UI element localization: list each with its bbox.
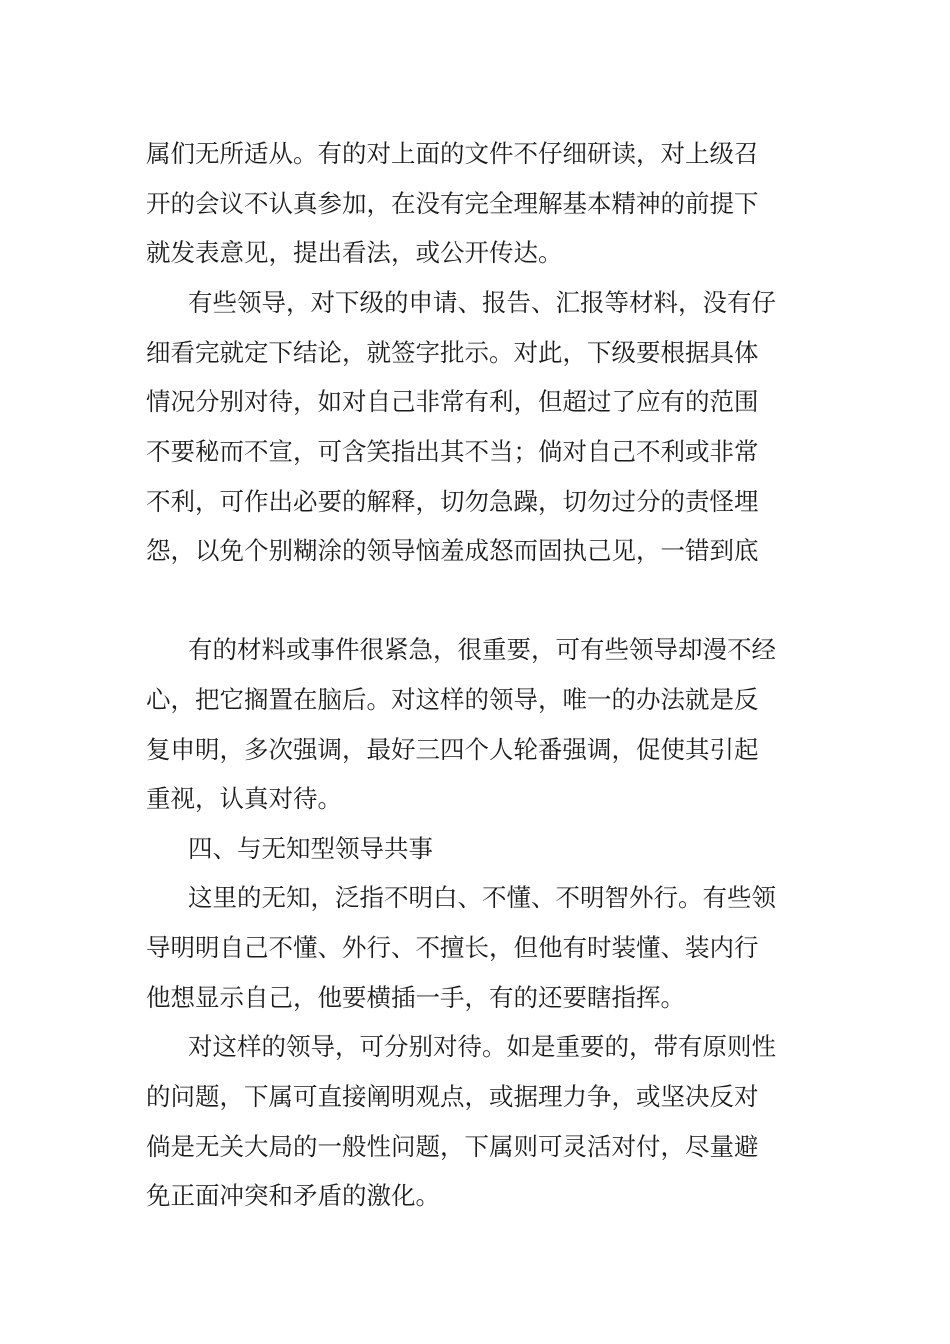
paragraph-line: 属们无所适从。有的对上面的文件不仔细研读，对上级召 (146, 139, 759, 168)
paragraph-line: 有些领导，对下级的申请、报告、汇报等材料，没有仔 (188, 288, 776, 317)
paragraph-line: 有的材料或事件很紧急，很重要，可有些领导却漫不经 (188, 635, 776, 664)
paragraph-line: 怨，以免个别糊涂的领导恼羞成怒而固执己见，一错到底 (146, 536, 759, 565)
paragraph-line: 对这样的领导，可分别对待。如是重要的，带有原则性 (188, 1032, 776, 1061)
paragraph-line: 不利，可作出必要的解释，切勿急躁，切勿过分的责怪埋 (146, 487, 759, 516)
paragraph-line: 情况分别对待，如对自己非常有利，但超过了应有的范围 (146, 387, 759, 416)
paragraph-line: 这里的无知，泛指不明白、不懂、不明智外行。有些领 (188, 883, 776, 912)
paragraph-line: 就发表意见，提出看法，或公开传达。 (146, 238, 563, 267)
paragraph-line: 不要秘而不宣，可含笑指出其不当；倘对自己不利或非常 (146, 437, 759, 466)
paragraph-line: 倘是无关大局的一般性问题，下属则可灵活对付，尽量避 (146, 1132, 759, 1161)
paragraph-line: 的问题，下属可直接阐明观点，或据理力争，或坚决反对 (146, 1082, 759, 1111)
paragraph-line: 复申明，多次强调，最好三四个人轮番强调，促使其引起 (146, 735, 759, 764)
section-heading: 四、与无知型领导共事 (188, 834, 433, 863)
paragraph-line: 心，把它搁置在脑后。对这样的领导，唯一的办法就是反 (146, 685, 759, 714)
paragraph-line: 细看完就定下结论，就签字批示。对此，下级要根据具体 (146, 338, 759, 367)
paragraph-line: 他想显示自己，他要横插一手，有的还要瞎指挥。 (146, 983, 685, 1012)
paragraph-line: 开的会议不认真参加，在没有完全理解基本精神的前提下 (146, 189, 759, 218)
paragraph-line: 重视，认真对待。 (146, 784, 342, 813)
paragraph-line: 导明明自己不懂、外行、不擅长，但他有时装懂、装内行 (146, 933, 759, 962)
paragraph-line: 免正面冲突和矛盾的激化。 (146, 1181, 440, 1210)
